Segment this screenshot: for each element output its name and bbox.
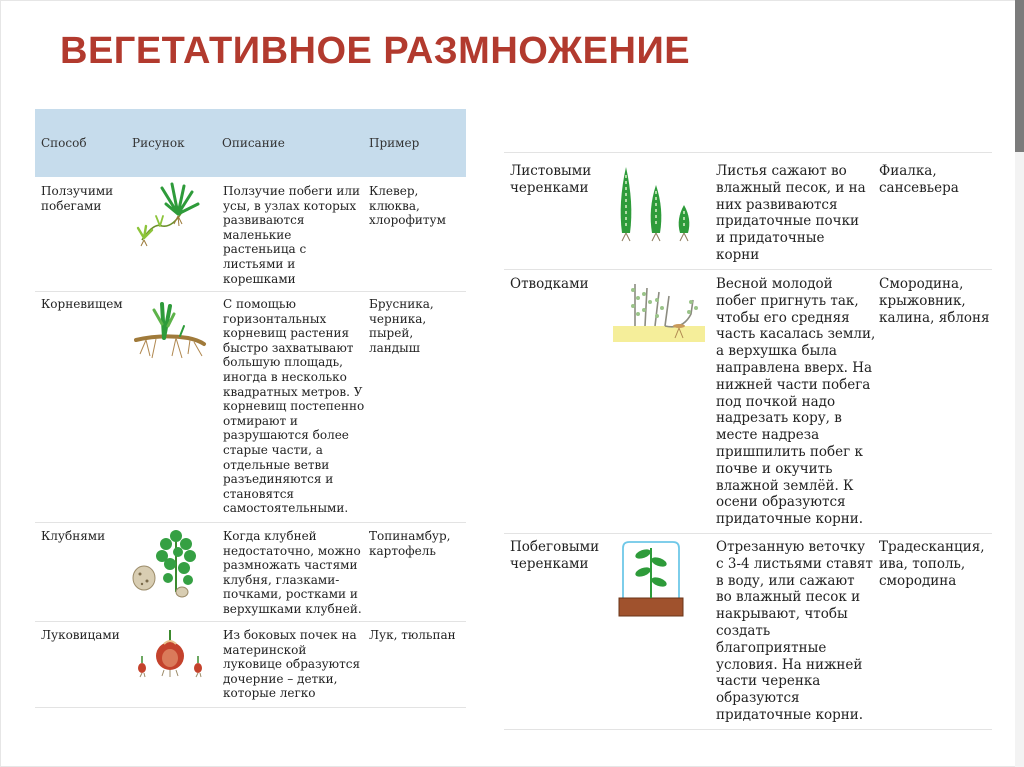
description-cell: Отрезанную веточку с 3-4 листьями ставят в воду, или сажают во влажный песок и накрывают, чтобы создать благоприятные условия. На нижней части черенка образуются придаточные корни. [716,539,873,723]
description-cell: Когда клубней недостаточно, можно размножать частями клубня, глазками- почками, ростками и верхушками клубней. [223,529,362,616]
row-divider [35,707,466,708]
description-cell: Листья сажают во влажный песок, и на них развиваются придаточные почки и придаточные корни [716,163,866,263]
tuber-icon [130,526,206,598]
method-cell: Побеговыми черенками [510,539,600,572]
example-cell: Фиалка, сансевьера [879,163,959,196]
description-cell: С помощью горизонтальных корневищ растения быстро захватывают большую площадь, иногда в несколько квадратных метров. У корневищ постепенно отмирают и разрушаются более старые части, а отдельные ветви разъединяются и становятся самостоятельными. [223,297,365,516]
header-example: Пример [369,136,420,150]
description-cell: Весной молодой побег пригнуть так, чтобы его средняя часть касалась земли, а верхушка была направлена вверх. На нижней части побега под почкой надо надрезать кору, в месте надреза пришпилить побег к почве и окучить влажной землёй. К осени образуются придаточные корни. [716,276,876,528]
example-cell: Традесканция, ива, тополь, смородина [879,539,985,589]
row-divider [504,729,992,730]
shoot-cuttings-icon [615,540,687,620]
slide-title: ВЕГЕТАТИВНОЕ РАЗМНОЖЕНИЕ [60,30,691,72]
leaf-cuttings-icon [612,163,698,243]
header-method: Способ [41,136,87,150]
method-cell: Клубнями [41,529,106,543]
layering-icon [613,278,705,344]
example-cell: Брусника, черника, пырей, ландыш [369,297,434,355]
slide-edge-bar [1015,0,1024,152]
method-cell: Отводками [510,276,589,292]
description-cell: Из боковых почек на материнской луковице образуются дочерние – детки, которые легко [223,628,361,701]
example-cell: Клевер, клюква, хлорофитум [369,184,446,228]
row-divider [35,291,466,292]
method-cell: Луковицами [41,628,120,642]
row-divider [504,533,992,534]
row-divider [35,522,466,523]
header-description: Описание [222,136,285,150]
example-cell: Лук, тюльпан [369,628,456,642]
example-cell: Смородина, крыжовник, калина, яблоня [879,276,990,326]
bulb-icon [134,628,210,678]
header-picture: Рисунок [132,136,185,150]
runner-shoots-icon [132,182,204,248]
slide-edge-bar-light [1015,152,1024,767]
row-divider [35,621,466,622]
row-divider [504,152,992,153]
description-cell: Ползучие побеги или усы, в узлах которых развиваются маленькие растеньица с листьями и корешками [223,184,361,286]
example-cell: Топинамбур, картофель [369,529,451,558]
method-cell: Корневищем [41,297,123,311]
method-cell: Ползучими побегами [41,184,114,213]
rhizome-icon [132,300,208,362]
method-cell: Листовыми черенками [510,163,592,196]
row-divider [504,269,992,270]
